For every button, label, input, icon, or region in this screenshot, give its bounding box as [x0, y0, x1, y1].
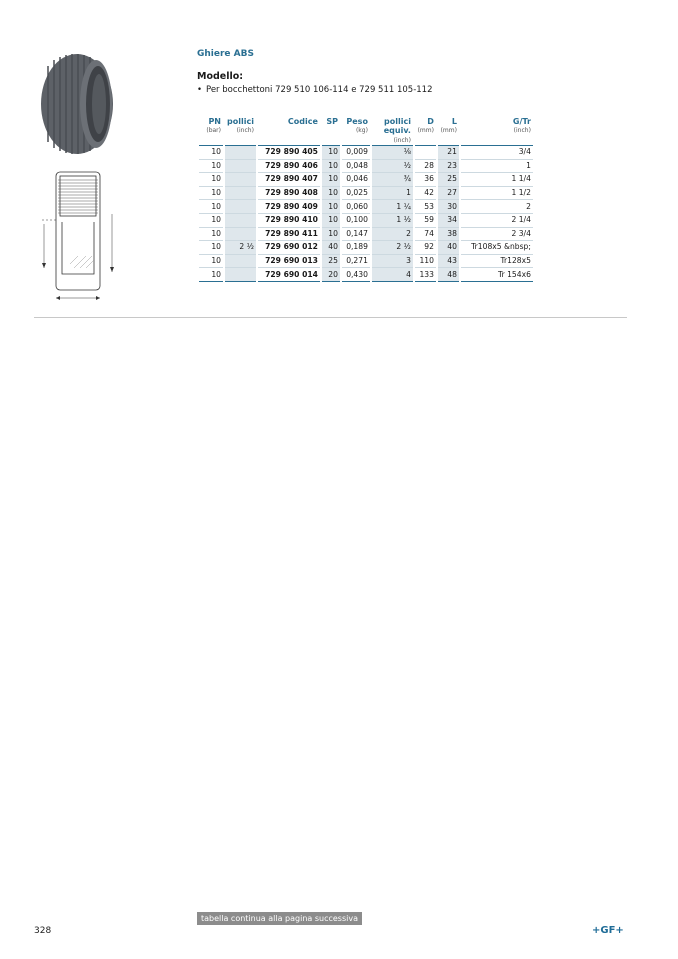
- cell-l: 25: [438, 173, 459, 187]
- col-header-d: D: [427, 117, 434, 126]
- cell-peso: 0,189: [342, 241, 370, 255]
- cell-codice: 729 690 012: [258, 241, 320, 255]
- cell-l: 23: [438, 160, 459, 174]
- bullet-icon: •: [197, 85, 203, 95]
- cell-d: [415, 145, 436, 160]
- cell-sp: 20: [322, 268, 340, 282]
- cell-gtr: 3/4: [461, 145, 533, 160]
- cell-l: 38: [438, 228, 459, 242]
- section-title: Ghiere ABS: [197, 49, 254, 59]
- cell-pn: 10: [199, 187, 223, 201]
- table-row: [199, 160, 533, 174]
- cell-pn: 10: [199, 268, 223, 282]
- cell-codice: 729 890 407: [258, 173, 320, 187]
- cell-gtr: 1 1/4: [461, 173, 533, 187]
- cell-pollici-equiv: 2: [372, 228, 413, 242]
- cell-pn: 10: [199, 173, 223, 187]
- cell-pollici: [225, 145, 256, 160]
- cell-pollici-equiv: 1 ½: [372, 214, 413, 228]
- table-row: [199, 228, 533, 242]
- cell-gtr: 2 3/4: [461, 228, 533, 242]
- col-header-l: L: [451, 117, 457, 126]
- cell-codice: 729 890 405: [258, 145, 320, 160]
- cell-peso: 0,048: [342, 160, 370, 174]
- cell-d: 92: [415, 241, 436, 255]
- cell-sp: 10: [322, 173, 340, 187]
- unit-row: [199, 126, 533, 136]
- cell-sp: 10: [322, 160, 340, 174]
- cell-peso: 0,060: [342, 200, 370, 214]
- col-header-gtr: G/Tr: [512, 117, 531, 126]
- col-unit-pollici: (inch): [236, 127, 254, 134]
- cell-codice: 729 690 014: [258, 268, 320, 282]
- continue-note: tabella continua alla pagina successiva: [197, 912, 362, 925]
- cell-pn: 10: [199, 200, 223, 214]
- col-unit-codice: [258, 126, 320, 136]
- cell-peso: 0,046: [342, 173, 370, 187]
- cell-sp: 10: [322, 214, 340, 228]
- cell-d: 42: [415, 187, 436, 201]
- cell-pollici-equiv: ¾: [372, 173, 413, 187]
- cell-pollici-equiv: 1 ¼: [372, 200, 413, 214]
- col-header-peso: Peso: [346, 117, 368, 126]
- cell-sp: 10: [322, 187, 340, 201]
- cell-peso: 0,009: [342, 145, 370, 160]
- table-row: [199, 173, 533, 187]
- cell-pollici: [225, 255, 256, 269]
- col-header-pollici: pollici: [227, 117, 254, 126]
- cell-l: 48: [438, 268, 459, 282]
- table-row: [199, 255, 533, 269]
- table-row: [199, 145, 533, 160]
- col-unit2-pollici-equiv: (inch): [393, 136, 411, 144]
- section-divider: [34, 317, 627, 318]
- cell-pollici-equiv: 3: [372, 255, 413, 269]
- cell-codice: 729 890 410: [258, 214, 320, 228]
- model-label: Modello:: [197, 71, 244, 82]
- product-header: [197, 49, 557, 95]
- cell-pollici-equiv: 4: [372, 268, 413, 282]
- cell-d: 36: [415, 173, 436, 187]
- cell-pollici: [225, 173, 256, 187]
- cell-l: 30: [438, 200, 459, 214]
- cell-pollici: [225, 200, 256, 214]
- col-header-sp: SP: [326, 117, 338, 126]
- col-header-codice: Codice: [287, 117, 318, 126]
- cell-codice: 729 890 411: [258, 228, 320, 242]
- cell-d: 53: [415, 200, 436, 214]
- cell-pn: 10: [199, 255, 223, 269]
- cell-gtr: 1: [461, 160, 533, 174]
- cell-peso: 0,025: [342, 187, 370, 201]
- cell-d: 59: [415, 214, 436, 228]
- cell-l: 43: [438, 255, 459, 269]
- cell-pn: 10: [199, 145, 223, 160]
- table-row: [199, 187, 533, 201]
- col-unit-l: (mm): [440, 127, 457, 134]
- product-photo: [38, 52, 116, 156]
- cell-pollici-equiv: ½: [372, 160, 413, 174]
- cell-codice: 729 890 406: [258, 160, 320, 174]
- cell-l: 27: [438, 187, 459, 201]
- cell-pollici: 2 ½: [225, 241, 256, 255]
- cell-pollici: [225, 228, 256, 242]
- col-unit-gtr: (inch): [513, 127, 531, 134]
- cell-sp: 40: [322, 241, 340, 255]
- cell-pollici: [225, 160, 256, 174]
- cell-d: 110: [415, 255, 436, 269]
- spec-table: [197, 115, 535, 282]
- cell-gtr: Tr128x5: [461, 255, 533, 269]
- cell-gtr: 2: [461, 200, 533, 214]
- gf-logo: +GF+: [592, 925, 624, 936]
- model-item-text: Per bocchettoni 729 510 106-114 e 729 511 105-112: [206, 85, 433, 95]
- col-header-pollici-equiv: pollici: [384, 117, 411, 126]
- cell-pn: 10: [199, 241, 223, 255]
- col-unit-d: (mm): [417, 127, 434, 134]
- cell-l: 34: [438, 214, 459, 228]
- cell-pollici-equiv: 2 ½: [372, 241, 413, 255]
- cell-pn: 10: [199, 160, 223, 174]
- table-row: [199, 241, 533, 255]
- table-row: [199, 214, 533, 228]
- cell-codice: 729 890 409: [258, 200, 320, 214]
- cell-sp: 10: [322, 200, 340, 214]
- technical-drawing: [34, 164, 124, 306]
- table-row: [199, 268, 533, 282]
- cell-peso: 0,147: [342, 228, 370, 242]
- cell-codice: 729 690 013: [258, 255, 320, 269]
- cell-pollici: [225, 268, 256, 282]
- cell-sp: 10: [322, 145, 340, 160]
- cell-sp: 25: [322, 255, 340, 269]
- page-number: 328: [34, 926, 52, 936]
- header-row: [199, 115, 533, 126]
- cell-gtr: Tr 154x6: [461, 268, 533, 282]
- cell-gtr: Tr108x5 &nbsp;: [461, 241, 533, 255]
- col-unit-sp: [322, 126, 340, 136]
- cell-pollici: [225, 187, 256, 201]
- unit-row-2: [199, 136, 533, 145]
- cell-peso: 0,100: [342, 214, 370, 228]
- col-unit-pn: (bar): [206, 127, 221, 134]
- cell-d: 133: [415, 268, 436, 282]
- cell-d: 74: [415, 228, 436, 242]
- cell-peso: 0,430: [342, 268, 370, 282]
- cell-pn: 10: [199, 228, 223, 242]
- cell-sp: 10: [322, 228, 340, 242]
- model-item: [197, 85, 557, 95]
- table-row: [199, 200, 533, 214]
- cell-l: 21: [438, 145, 459, 160]
- cell-pn: 10: [199, 214, 223, 228]
- col-header-pn: PN: [208, 117, 221, 126]
- cell-gtr: 1 1/2: [461, 187, 533, 201]
- cell-pollici-equiv: ⅛: [372, 145, 413, 160]
- col-unit-pollici-equiv: equiv.: [383, 126, 411, 135]
- cell-d: 28: [415, 160, 436, 174]
- cell-pollici-equiv: 1: [372, 187, 413, 201]
- cell-codice: 729 890 408: [258, 187, 320, 201]
- cell-gtr: 2 1/4: [461, 214, 533, 228]
- col-unit-peso: (kg): [355, 127, 368, 134]
- cell-l: 40: [438, 241, 459, 255]
- cell-pollici: [225, 214, 256, 228]
- cell-peso: 0,271: [342, 255, 370, 269]
